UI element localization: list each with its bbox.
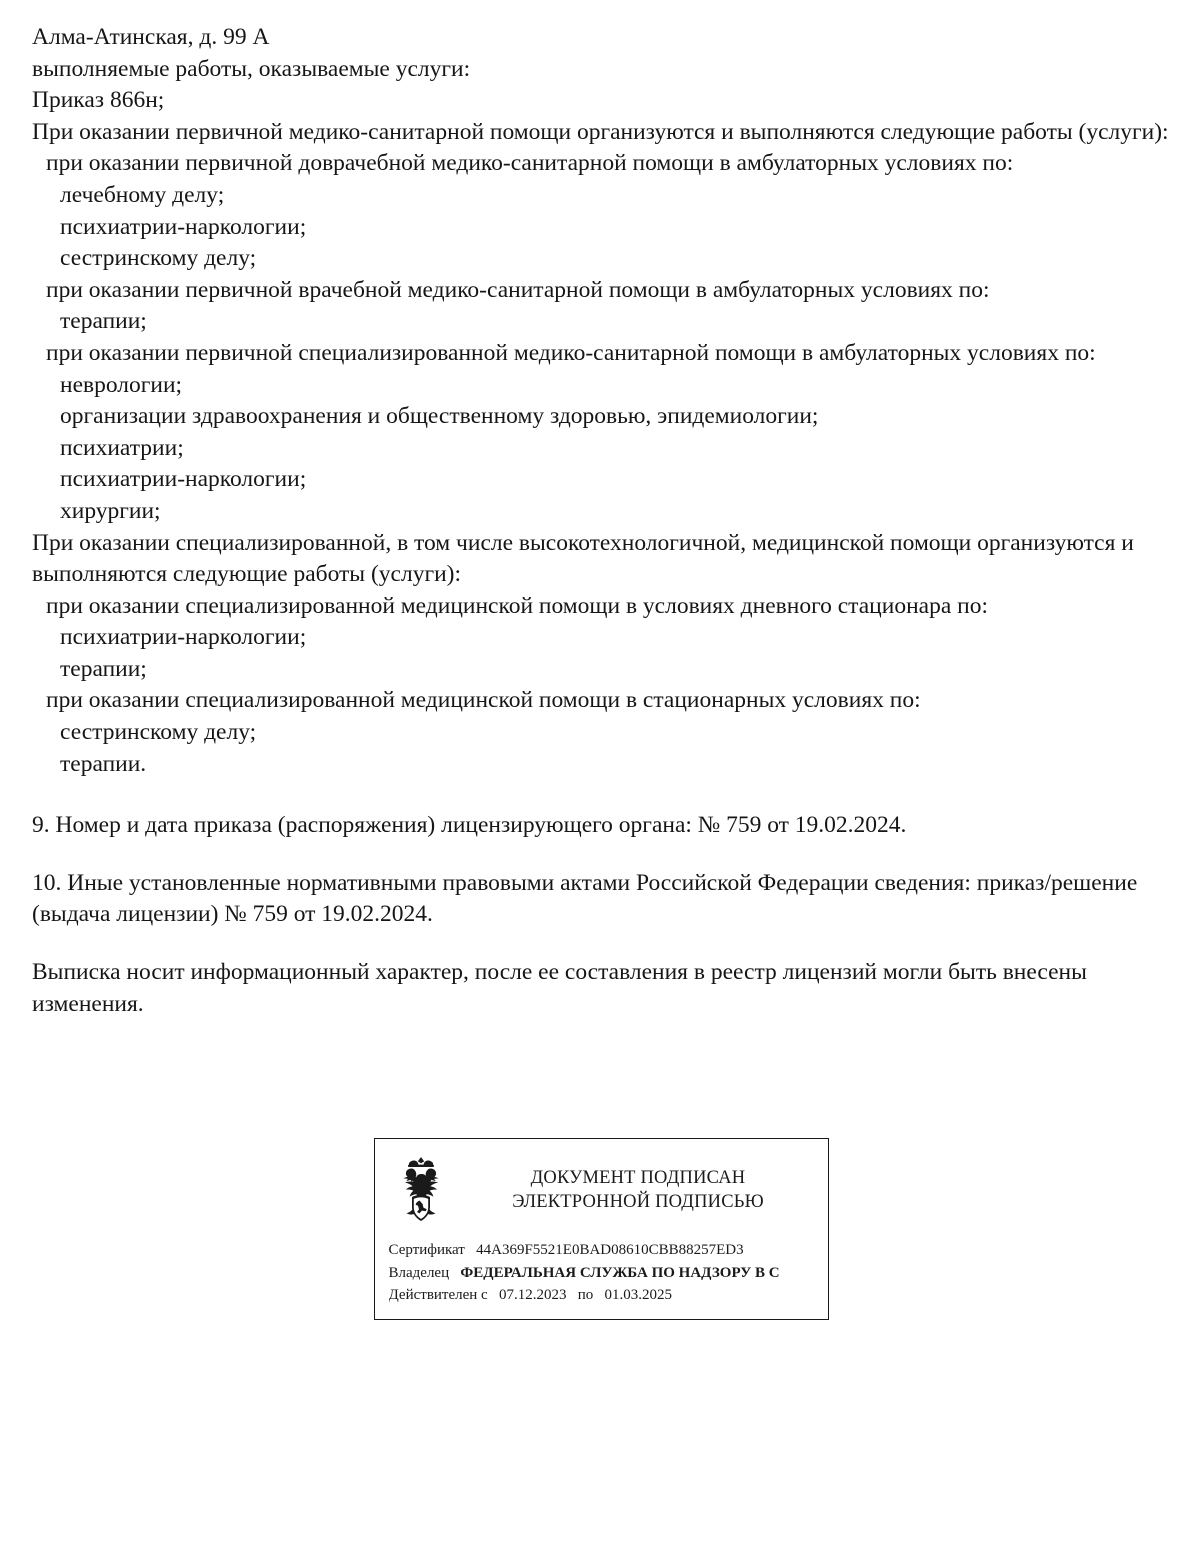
electronic-signature-stamp (374, 1138, 829, 1320)
clause-9-order-number-date: 9. Номер и дата приказа (распоряжения) лицензирующего органа: № 759 от 19.02.2024. (32, 812, 907, 839)
signature-stamp-area (32, 1138, 1170, 1320)
stamp-valid-to: 01.03.2025 (604, 1287, 672, 1304)
stamp-owner-label: Владелец (388, 1264, 450, 1281)
text-line-item-hirurgiya: хирургии; (60, 497, 161, 524)
text-line-primary-care-intro: При оказании первичной медико-санитарной помощи организуются и выполняются следующие работы (услуги): (32, 118, 1169, 145)
stamp-header (389, 1153, 816, 1227)
text-line-order-866n: Приказ 866н; (32, 87, 165, 114)
text-line-address: Алма-Атинская, д. 99 А (32, 24, 270, 50)
stamp-valid-from: 07.12.2023 (498, 1287, 567, 1304)
stamp-validity-row (389, 1284, 816, 1307)
spacer (32, 931, 1170, 957)
stamp-owner-value: ФЕДЕРАЛЬНАЯ СЛУЖБА ПО НАДЗОРУ В С (460, 1264, 780, 1281)
stamp-certificate-row (389, 1239, 816, 1262)
text-line-pre-medical-outpatient: при оказании первичной доврачебной медико-санитарной помощи в амбулаторных условиях по: (46, 150, 1014, 177)
text-line-works-services-header: выполняемые работы, оказываемые услуги: (32, 55, 471, 82)
text-line-item-terapiya-1: терапии; (60, 308, 147, 335)
text-line-item-sestrinskoe-delo-1: сестринскому делу; (60, 245, 257, 272)
stamp-owner-row (389, 1262, 816, 1285)
text-line-item-psihiatriya-narkologiya-3: психиатрии-наркологии; (60, 624, 307, 651)
clause-10-other-information: 10. Иные установленные нормативными правовыми актами Российской Федерации сведения: приказ/решение (выдача лицензии) № 759 от 19.02.2024. (32, 869, 1144, 928)
text-line-item-organizacii-zdravoohraneniya: организации здравоохранения и общественному здоровью, эпидемиологии; (60, 403, 819, 430)
license-works-section (32, 22, 1170, 1020)
spacer (32, 842, 1170, 868)
text-line-specialized-care-intro: При оказании специализированной, в том числе высокотехнологичной, медицинской помощи организуются и выполняются следующие работы (услуги): (32, 529, 1140, 588)
stamp-certificate-value: 44A369F5521E0BAD08610CBB88257ED3 (476, 1242, 744, 1259)
text-line-item-psihiatriya-narkologiya-2: психиатрии-наркологии; (60, 466, 307, 493)
russian-coat-of-arms-icon (389, 1153, 453, 1227)
text-line-doctor-outpatient: при оказании первичной врачебной медико-санитарной помощи в амбулаторных условиях по: (46, 276, 990, 303)
text-line-inpatient: при оказании специализированной медицинской помощи в стационарных условиях по: (46, 687, 921, 714)
informational-disclaimer: Выписка носит информационный характер, после ее составления в реестр лицензий могли быть внесены изменения. (32, 959, 1093, 1017)
stamp-valid-label: Действителен с (388, 1287, 488, 1304)
text-line-item-lechebnoe-delo: лечебному делу; (60, 181, 225, 208)
text-line-item-nevrologiya: неврологии; (60, 371, 183, 398)
stamp-title-line-2: ЭЛЕКТРОННОЙ ПОДПИСЬЮ (512, 1192, 764, 1213)
stamp-details (389, 1239, 816, 1307)
text-line-item-sestrinskoe-delo-2: сестринскому делу; (60, 719, 257, 746)
stamp-valid-separator: по (577, 1287, 594, 1304)
stamp-certificate-label: Сертификат (388, 1242, 465, 1259)
stamp-title-line-1: ДОКУМЕНТ ПОДПИСАН (530, 1168, 746, 1189)
text-line-item-psihiatriya: психиатрии; (60, 434, 184, 461)
text-line-specialized-outpatient: при оказании первичной специализированной медико-санитарной помощи в амбулаторных условиях по: (46, 339, 1096, 366)
spacer (32, 780, 1170, 810)
text-line-item-terapiya-3: терапии. (60, 750, 147, 777)
text-line-day-hospital: при оказании специализированной медицинской помощи в условиях дневного стационара по: (46, 592, 988, 619)
text-line-item-terapiya-2: терапии; (60, 655, 147, 682)
stamp-title (467, 1166, 816, 1214)
text-line-item-psihiatriya-narkologiya-1: психиатрии-наркологии; (60, 213, 307, 240)
